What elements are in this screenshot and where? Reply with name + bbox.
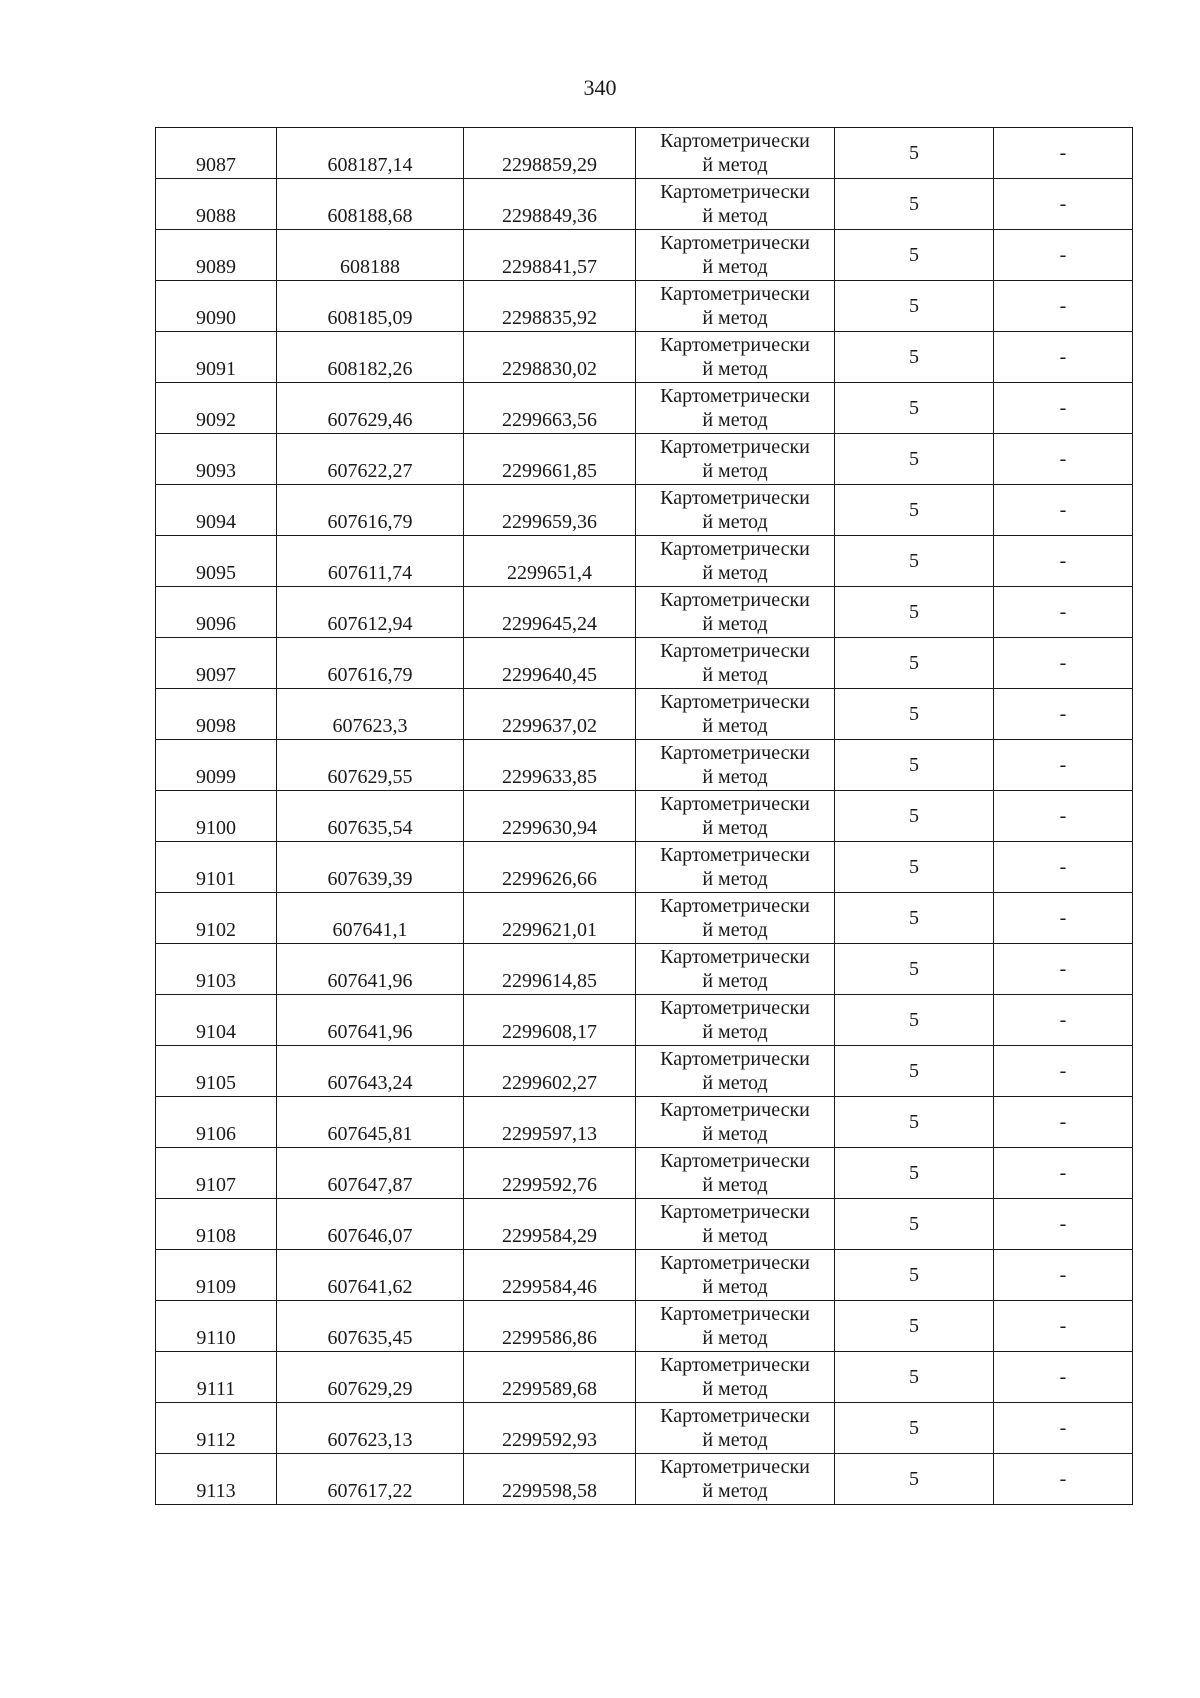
table-row <box>156 1097 1133 1148</box>
accuracy-cell: 5 <box>835 434 994 485</box>
method-line-2: й метод <box>702 1072 768 1094</box>
method-line-1: Картометрически <box>660 793 810 815</box>
y-coordinate-cell: 2299614,85 <box>464 944 636 995</box>
table-row <box>156 230 1133 281</box>
method-line-2: й метод <box>702 562 768 584</box>
y-coordinate-cell: 2299659,36 <box>464 485 636 536</box>
method-cell <box>636 1250 835 1301</box>
method-cell <box>636 1301 835 1352</box>
accuracy-cell: 5 <box>835 791 994 842</box>
method-cell <box>636 281 835 332</box>
method-line-1: Картометрически <box>660 130 810 152</box>
point-number-cell: 9099 <box>156 740 277 791</box>
point-number-cell: 9089 <box>156 230 277 281</box>
table-row <box>156 791 1133 842</box>
table-row <box>156 1403 1133 1454</box>
accuracy-cell: 5 <box>835 281 994 332</box>
x-coordinate-cell: 607641,1 <box>277 893 464 944</box>
method-cell <box>636 1046 835 1097</box>
description-cell: - <box>994 689 1133 740</box>
table-row <box>156 995 1133 1046</box>
x-coordinate-cell: 607623,3 <box>277 689 464 740</box>
method-line-2: й метод <box>702 1174 768 1196</box>
point-number-cell: 9097 <box>156 638 277 689</box>
accuracy-cell: 5 <box>835 587 994 638</box>
accuracy-cell: 5 <box>835 230 994 281</box>
y-coordinate-cell: 2299586,86 <box>464 1301 636 1352</box>
description-cell: - <box>994 1301 1133 1352</box>
method-line-2: й метод <box>702 307 768 329</box>
point-number-cell: 9106 <box>156 1097 277 1148</box>
table-row <box>156 128 1133 179</box>
accuracy-cell: 5 <box>835 1352 994 1403</box>
y-coordinate-cell: 2299640,45 <box>464 638 636 689</box>
method-cell <box>636 485 835 536</box>
y-coordinate-cell: 2299592,93 <box>464 1403 636 1454</box>
method-line-1: Картометрически <box>660 844 810 866</box>
accuracy-cell: 5 <box>835 1148 994 1199</box>
method-line-1: Картометрически <box>660 895 810 917</box>
point-number-cell: 9101 <box>156 842 277 893</box>
description-cell: - <box>994 1148 1133 1199</box>
point-number-cell: 9112 <box>156 1403 277 1454</box>
point-number-cell: 9105 <box>156 1046 277 1097</box>
x-coordinate-cell: 607623,13 <box>277 1403 464 1454</box>
description-cell: - <box>994 740 1133 791</box>
table-row <box>156 281 1133 332</box>
y-coordinate-cell: 2299626,66 <box>464 842 636 893</box>
method-line-2: й метод <box>702 511 768 533</box>
y-coordinate-cell: 2298830,02 <box>464 332 636 383</box>
y-coordinate-cell: 2299663,56 <box>464 383 636 434</box>
accuracy-cell: 5 <box>835 1097 994 1148</box>
x-coordinate-cell: 607641,62 <box>277 1250 464 1301</box>
method-cell <box>636 995 835 1046</box>
y-coordinate-cell: 2299621,01 <box>464 893 636 944</box>
description-cell: - <box>994 1199 1133 1250</box>
accuracy-cell: 5 <box>835 179 994 230</box>
y-coordinate-cell: 2299584,29 <box>464 1199 636 1250</box>
point-number-cell: 9094 <box>156 485 277 536</box>
x-coordinate-cell: 607647,87 <box>277 1148 464 1199</box>
description-cell: - <box>994 485 1133 536</box>
x-coordinate-cell: 607639,39 <box>277 842 464 893</box>
method-line-1: Картометрически <box>660 640 810 662</box>
x-coordinate-cell: 607629,55 <box>277 740 464 791</box>
method-cell <box>636 383 835 434</box>
method-cell <box>636 842 835 893</box>
table-row <box>156 536 1133 587</box>
point-number-cell: 9110 <box>156 1301 277 1352</box>
y-coordinate-cell: 2299584,46 <box>464 1250 636 1301</box>
y-coordinate-cell: 2299645,24 <box>464 587 636 638</box>
point-number-cell: 9090 <box>156 281 277 332</box>
method-line-1: Картометрически <box>660 385 810 407</box>
y-coordinate-cell: 2298849,36 <box>464 179 636 230</box>
y-coordinate-cell: 2298859,29 <box>464 128 636 179</box>
table-body <box>156 128 1133 1505</box>
point-number-cell: 9113 <box>156 1454 277 1505</box>
method-line-1: Картометрически <box>660 1201 810 1223</box>
description-cell: - <box>994 944 1133 995</box>
method-line-1: Картометрически <box>660 1354 810 1376</box>
x-coordinate-cell: 607646,07 <box>277 1199 464 1250</box>
method-line-1: Картометрически <box>660 1252 810 1274</box>
point-number-cell: 9104 <box>156 995 277 1046</box>
method-line-2: й метод <box>702 409 768 431</box>
method-line-2: й метод <box>702 1327 768 1349</box>
point-number-cell: 9087 <box>156 128 277 179</box>
accuracy-cell: 5 <box>835 1199 994 1250</box>
description-cell: - <box>994 893 1133 944</box>
method-cell <box>636 1199 835 1250</box>
method-cell <box>636 128 835 179</box>
method-line-2: й метод <box>702 1276 768 1298</box>
x-coordinate-cell: 607641,96 <box>277 995 464 1046</box>
method-cell <box>636 179 835 230</box>
accuracy-cell: 5 <box>835 893 994 944</box>
x-coordinate-cell: 607611,74 <box>277 536 464 587</box>
accuracy-cell: 5 <box>835 536 994 587</box>
table-row <box>156 1148 1133 1199</box>
y-coordinate-cell: 2299589,68 <box>464 1352 636 1403</box>
method-line-1: Картометрически <box>660 742 810 764</box>
x-coordinate-cell: 607635,54 <box>277 791 464 842</box>
accuracy-cell: 5 <box>835 383 994 434</box>
x-coordinate-cell: 607622,27 <box>277 434 464 485</box>
method-line-1: Картометрически <box>660 1303 810 1325</box>
x-coordinate-cell: 608188 <box>277 230 464 281</box>
accuracy-cell: 5 <box>835 842 994 893</box>
method-line-2: й метод <box>702 970 768 992</box>
table-row <box>156 434 1133 485</box>
method-line-2: й метод <box>702 358 768 380</box>
description-cell: - <box>994 281 1133 332</box>
description-cell: - <box>994 587 1133 638</box>
accuracy-cell: 5 <box>835 689 994 740</box>
method-line-1: Картометрически <box>660 487 810 509</box>
method-line-1: Картометрически <box>660 946 810 968</box>
accuracy-cell: 5 <box>835 128 994 179</box>
method-cell <box>636 944 835 995</box>
x-coordinate-cell: 607617,22 <box>277 1454 464 1505</box>
method-line-2: й метод <box>702 766 768 788</box>
method-line-1: Картометрически <box>660 589 810 611</box>
description-cell: - <box>994 638 1133 689</box>
method-cell <box>636 536 835 587</box>
point-number-cell: 9102 <box>156 893 277 944</box>
accuracy-cell: 5 <box>835 485 994 536</box>
accuracy-cell: 5 <box>835 1403 994 1454</box>
y-coordinate-cell: 2299633,85 <box>464 740 636 791</box>
accuracy-cell: 5 <box>835 1250 994 1301</box>
method-line-1: Картометрически <box>660 1099 810 1121</box>
method-cell <box>636 1148 835 1199</box>
description-cell: - <box>994 1046 1133 1097</box>
method-cell <box>636 587 835 638</box>
accuracy-cell: 5 <box>835 944 994 995</box>
method-line-1: Картометрически <box>660 283 810 305</box>
y-coordinate-cell: 2299602,27 <box>464 1046 636 1097</box>
method-line-2: й метод <box>702 1429 768 1451</box>
method-line-1: Картометрически <box>660 538 810 560</box>
table-row <box>156 689 1133 740</box>
method-line-2: й метод <box>702 1225 768 1247</box>
method-line-2: й метод <box>702 256 768 278</box>
method-line-1: Картометрически <box>660 1150 810 1172</box>
method-line-2: й метод <box>702 1123 768 1145</box>
description-cell: - <box>994 1403 1133 1454</box>
method-line-2: й метод <box>702 1021 768 1043</box>
description-cell: - <box>994 1352 1133 1403</box>
description-cell: - <box>994 995 1133 1046</box>
method-line-1: Картометрически <box>660 997 810 1019</box>
method-line-2: й метод <box>702 1378 768 1400</box>
x-coordinate-cell: 607641,96 <box>277 944 464 995</box>
x-coordinate-cell: 607643,24 <box>277 1046 464 1097</box>
table-row <box>156 740 1133 791</box>
method-line-2: й метод <box>702 205 768 227</box>
x-coordinate-cell: 608188,68 <box>277 179 464 230</box>
method-cell <box>636 740 835 791</box>
accuracy-cell: 5 <box>835 995 994 1046</box>
point-number-cell: 9088 <box>156 179 277 230</box>
y-coordinate-cell: 2298841,57 <box>464 230 636 281</box>
method-line-1: Картометрически <box>660 1405 810 1427</box>
point-number-cell: 9091 <box>156 332 277 383</box>
method-line-2: й метод <box>702 868 768 890</box>
table-row <box>156 485 1133 536</box>
y-coordinate-cell: 2299637,02 <box>464 689 636 740</box>
method-cell <box>636 1097 835 1148</box>
accuracy-cell: 5 <box>835 1046 994 1097</box>
point-number-cell: 9109 <box>156 1250 277 1301</box>
method-line-2: й метод <box>702 154 768 176</box>
method-line-1: Картометрически <box>660 436 810 458</box>
table-row <box>156 1301 1133 1352</box>
point-number-cell: 9095 <box>156 536 277 587</box>
table-row <box>156 638 1133 689</box>
x-coordinate-cell: 608185,09 <box>277 281 464 332</box>
method-cell <box>636 791 835 842</box>
point-number-cell: 9093 <box>156 434 277 485</box>
table-row <box>156 1352 1133 1403</box>
y-coordinate-cell: 2299598,58 <box>464 1454 636 1505</box>
point-number-cell: 9111 <box>156 1352 277 1403</box>
method-line-2: й метод <box>702 460 768 482</box>
table-row <box>156 587 1133 638</box>
method-line-2: й метод <box>702 1480 768 1502</box>
description-cell: - <box>994 332 1133 383</box>
coordinates-table <box>155 127 1133 1505</box>
point-number-cell: 9107 <box>156 1148 277 1199</box>
point-number-cell: 9098 <box>156 689 277 740</box>
method-line-2: й метод <box>702 817 768 839</box>
table-row <box>156 1046 1133 1097</box>
x-coordinate-cell: 607616,79 <box>277 485 464 536</box>
table-row <box>156 842 1133 893</box>
method-line-2: й метод <box>702 613 768 635</box>
y-coordinate-cell: 2299608,17 <box>464 995 636 1046</box>
y-coordinate-cell: 2299597,13 <box>464 1097 636 1148</box>
description-cell: - <box>994 791 1133 842</box>
method-cell <box>636 230 835 281</box>
method-line-2: й метод <box>702 715 768 737</box>
accuracy-cell: 5 <box>835 332 994 383</box>
method-line-1: Картометрически <box>660 1456 810 1478</box>
description-cell: - <box>994 383 1133 434</box>
accuracy-cell: 5 <box>835 740 994 791</box>
point-number-cell: 9103 <box>156 944 277 995</box>
x-coordinate-cell: 607629,46 <box>277 383 464 434</box>
y-coordinate-cell: 2298835,92 <box>464 281 636 332</box>
description-cell: - <box>994 842 1133 893</box>
description-cell: - <box>994 1454 1133 1505</box>
method-line-1: Картометрически <box>660 334 810 356</box>
method-line-2: й метод <box>702 919 768 941</box>
method-cell <box>636 1352 835 1403</box>
method-line-1: Картометрически <box>660 691 810 713</box>
table-row <box>156 179 1133 230</box>
method-line-1: Картометрически <box>660 1048 810 1070</box>
method-cell <box>636 893 835 944</box>
point-number-cell: 9092 <box>156 383 277 434</box>
description-cell: - <box>994 1097 1133 1148</box>
point-number-cell: 9100 <box>156 791 277 842</box>
x-coordinate-cell: 607629,29 <box>277 1352 464 1403</box>
description-cell: - <box>994 1250 1133 1301</box>
table-row <box>156 893 1133 944</box>
y-coordinate-cell: 2299651,4 <box>464 536 636 587</box>
method-line-1: Картометрически <box>660 181 810 203</box>
table-row <box>156 383 1133 434</box>
method-cell <box>636 434 835 485</box>
description-cell: - <box>994 434 1133 485</box>
method-cell <box>636 1403 835 1454</box>
x-coordinate-cell: 608182,26 <box>277 332 464 383</box>
description-cell: - <box>994 536 1133 587</box>
x-coordinate-cell: 607612,94 <box>277 587 464 638</box>
description-cell: - <box>994 179 1133 230</box>
description-cell: - <box>994 128 1133 179</box>
table-row <box>156 944 1133 995</box>
y-coordinate-cell: 2299661,85 <box>464 434 636 485</box>
x-coordinate-cell: 608187,14 <box>277 128 464 179</box>
point-number-cell: 9108 <box>156 1199 277 1250</box>
method-line-1: Картометрически <box>660 232 810 254</box>
y-coordinate-cell: 2299630,94 <box>464 791 636 842</box>
point-number-cell: 9096 <box>156 587 277 638</box>
x-coordinate-cell: 607635,45 <box>277 1301 464 1352</box>
page-number: 340 <box>583 75 617 100</box>
x-coordinate-cell: 607616,79 <box>277 638 464 689</box>
method-cell <box>636 1454 835 1505</box>
y-coordinate-cell: 2299592,76 <box>464 1148 636 1199</box>
method-cell <box>636 689 835 740</box>
method-cell <box>636 638 835 689</box>
method-cell <box>636 332 835 383</box>
table-row <box>156 1199 1133 1250</box>
table-row <box>156 1454 1133 1505</box>
method-line-2: й метод <box>702 664 768 686</box>
accuracy-cell: 5 <box>835 1301 994 1352</box>
accuracy-cell: 5 <box>835 1454 994 1505</box>
x-coordinate-cell: 607645,81 <box>277 1097 464 1148</box>
accuracy-cell: 5 <box>835 638 994 689</box>
description-cell: - <box>994 230 1133 281</box>
table-row <box>156 332 1133 383</box>
table-row <box>156 1250 1133 1301</box>
